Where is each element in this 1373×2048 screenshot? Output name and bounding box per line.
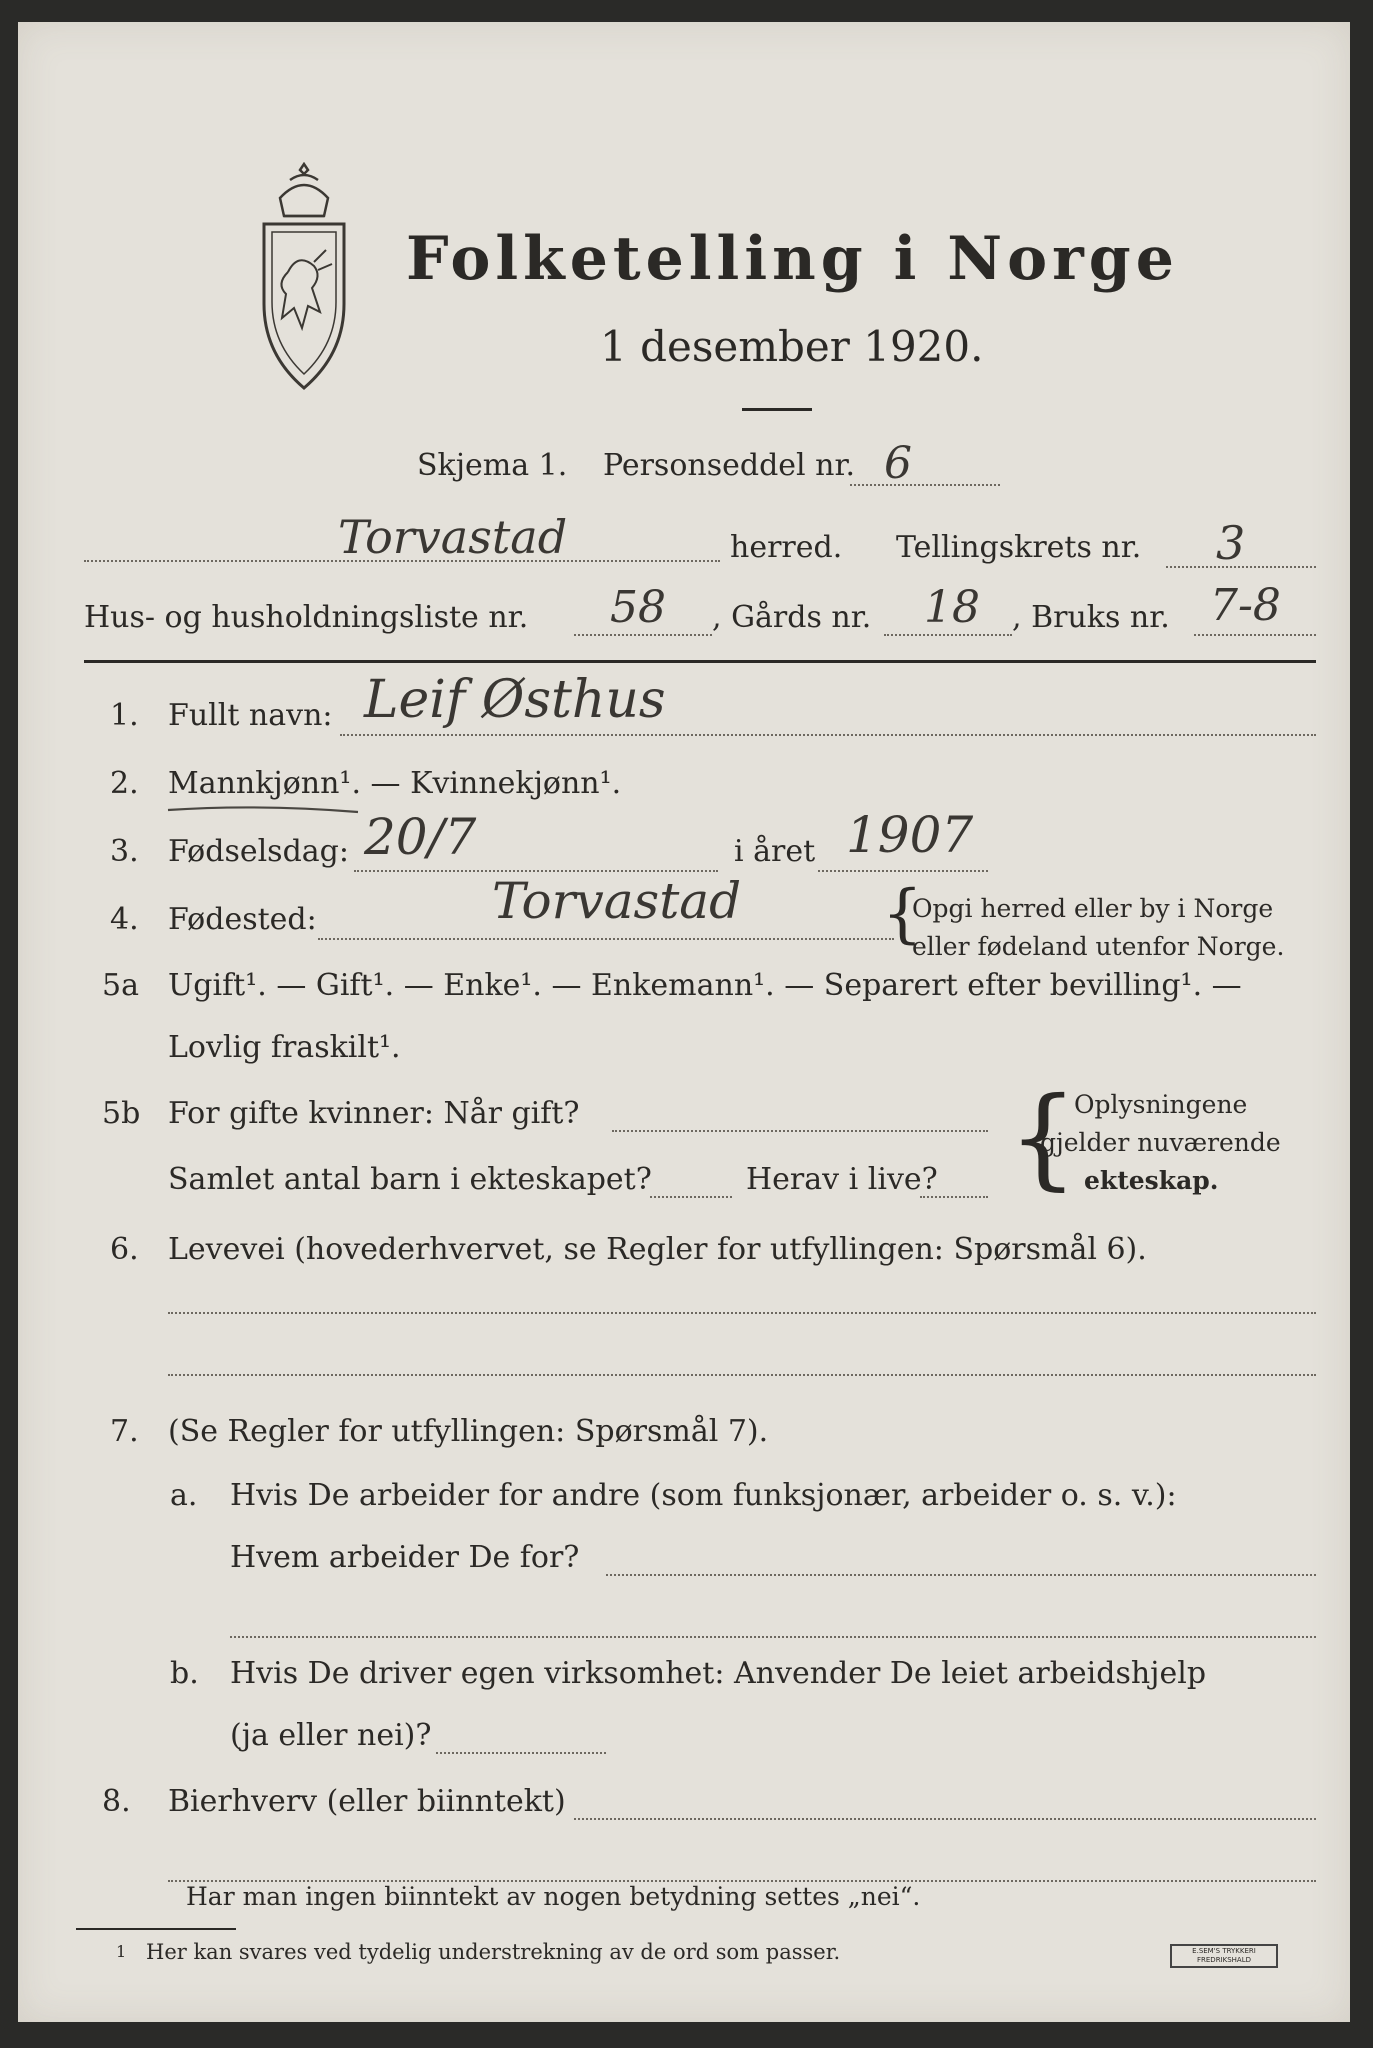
header-separator [84,660,1316,663]
q7-number: 7. [110,1414,139,1449]
q5b-married-line [612,1130,988,1132]
q4-value[interactable]: Torvastad [492,872,742,930]
q5a-number: 5a [102,968,139,1003]
q8-line1 [574,1818,1316,1820]
q4-note-line2: eller fødeland utenfor Norge. [912,932,1285,961]
q3-value[interactable]: 20/7 [364,808,477,866]
herred-value[interactable]: Torvastad [338,510,568,564]
hus-label: Hus- og husholdningsliste nr. [84,600,529,635]
q1-line [340,734,1316,736]
q7b-line [436,1752,606,1754]
q6-line1 [168,1312,1316,1314]
printer-stamp-line1: E.SEM'S TRYKKERI [1192,1947,1256,1955]
tellingskrets-label: Tellingskrets nr. [896,530,1142,565]
q4-note-line1: Opgi herred eller by i Norge [912,894,1274,923]
q7b-number: b. [170,1656,199,1691]
q8-label: Bierhverv (eller biinntekt) [168,1784,566,1819]
q5b-alive-line [920,1196,988,1198]
q5b-line1: For gifte kvinner: Når gift? [168,1096,580,1131]
herred-label: herred. [730,530,843,565]
q5b-note-line2: gjelder nuværende [1040,1128,1281,1157]
q8-number: 8. [102,1784,131,1819]
q1-value[interactable]: Leif Østhus [364,670,666,730]
q7a-line [606,1574,1316,1576]
q7b-line1: Hvis De driver egen virksomhet: Anvender De leiet arbeidshjelp [230,1656,1207,1691]
q7-label: (Se Regler for utfyllingen: Spørsmål 7). [168,1414,769,1449]
q5b-note-line1: Oplysningene [1074,1090,1248,1119]
personseddel-line [850,484,1000,486]
q5b-number: 5b [102,1096,141,1131]
q2-underline-mark [166,802,366,816]
q3-number: 3. [110,834,139,869]
q5b-note-line3: ekteskap. [1084,1166,1219,1195]
q5a-line1: Ugift¹. — Gift¹. — Enke¹. — Enkemann¹. — Separert efter bevilling¹. — [168,968,1242,1003]
q5b-line2b: Herav i live? [746,1162,938,1197]
q1-number: 1. [110,698,139,733]
bruks-label: , Bruks nr. [1012,600,1170,635]
page-title: Folketelling i Norge [406,224,1179,294]
personseddel-label: Personseddel nr. [603,448,856,483]
gards-value[interactable]: 18 [924,582,980,633]
bruks-line [1194,634,1316,636]
q2-label: Mannkjønn¹. — Kvinnekjønn¹. [168,766,622,801]
q3-year-value[interactable]: 1907 [846,806,974,864]
skjema-label: Skjema 1. [417,448,568,483]
q8-note: Har man ingen biinntekt av nogen betydning settes „nei“. [186,1882,921,1911]
tellingskrets-value[interactable]: 3 [1216,516,1246,570]
census-form-sheet [18,22,1350,2022]
q3-label: Fødselsdag: [168,834,349,869]
q4-number: 4. [110,902,139,937]
footnote-mark: 1 [116,1942,127,1961]
q4-brace: { [882,877,923,951]
gards-line [884,634,1012,636]
printer-stamp-line2: FREDRIKSHALD [1196,1956,1251,1964]
bruks-value[interactable]: 7-8 [1210,580,1281,631]
title-divider [742,408,812,411]
q1-label: Fullt navn: [168,698,333,733]
q3-year-line [818,870,988,872]
q6-label: Levevei (hovederhvervet, se Regler for utfyllingen: Spørsmål 6). [168,1232,1147,1267]
q4-line [318,938,894,940]
q5b-line2a: Samlet antal barn i ekteskapet? [168,1162,652,1197]
q7a-number: a. [170,1478,198,1513]
hus-value[interactable]: 58 [610,582,666,633]
q6-number: 6. [110,1232,139,1267]
hus-line [574,634,712,636]
q7a-line2: Hvem arbeider De for? [230,1540,580,1575]
footnote-separator [76,1928,236,1930]
q7b-line2: (ja eller nei)? [230,1718,432,1753]
q5b-brace: { [1008,1073,1078,1201]
q7a-line-extra [230,1636,1316,1638]
q7a-line1: Hvis De arbeider for andre (som funksjonær, arbeider o. s. v.): [230,1478,1177,1513]
q2-number: 2. [110,766,139,801]
q3-year-label: i året [734,834,816,869]
q5a-line2: Lovlig fraskilt¹. [168,1030,401,1065]
printer-stamp [1170,1944,1278,1968]
footnote-text: Her kan svares ved tydelig understrekning av de ord som passer. [146,1940,841,1964]
q5b-children-line [650,1196,732,1198]
q6-line2 [168,1374,1316,1376]
census-date: 1 desember 1920. [600,322,984,371]
gards-label: , Gårds nr. [712,600,872,635]
q4-label: Fødested: [168,902,317,937]
coat-of-arms-icon [250,162,360,392]
personseddel-value[interactable]: 6 [884,438,912,489]
